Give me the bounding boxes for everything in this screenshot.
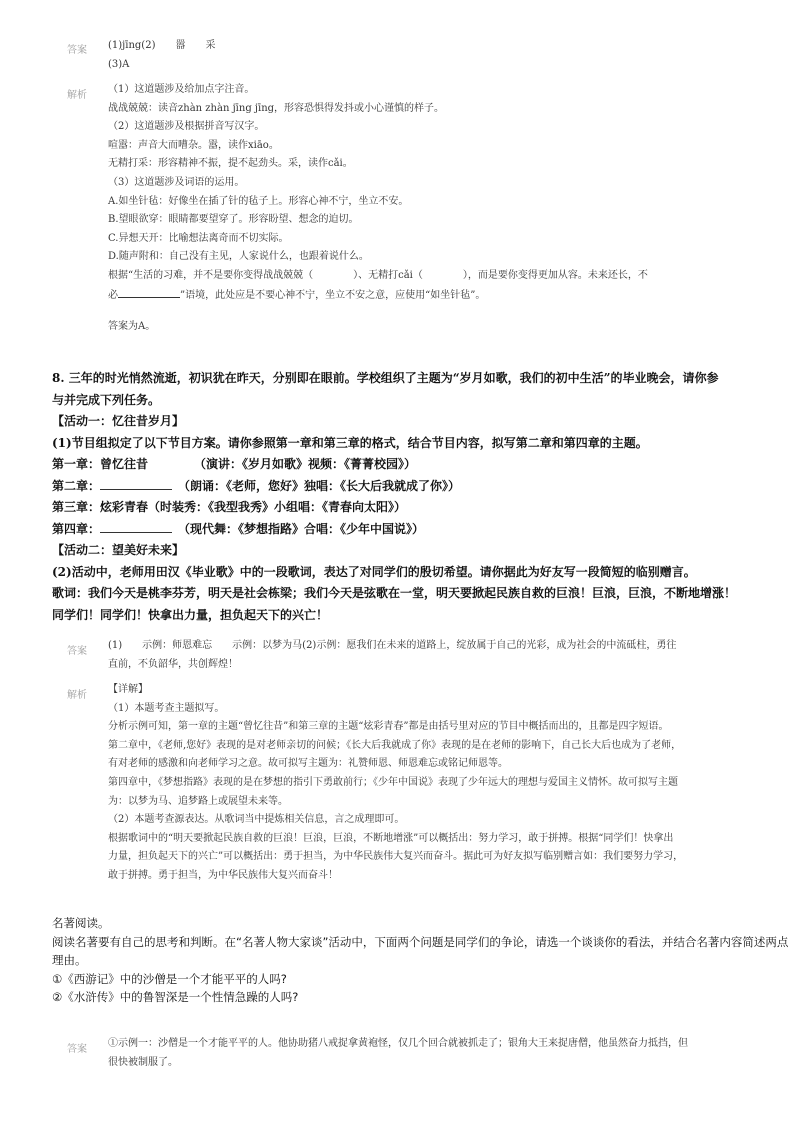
chapter-title: 第二章： — [52, 478, 101, 493]
question-item: ①《西游记》中的沙僧是一个才能平平的人吗? — [52, 971, 287, 986]
lyric-text: 歌词：我们今天是桃李芬芳，明天是社会栋梁；我们今天是弦歌在一堂，明天要掀起民族自救的巨浪！巨浪，巨浪，不断地增涨！ — [52, 586, 737, 600]
question-text: 理由。 — [52, 953, 87, 967]
analysis-line — [108, 286, 718, 306]
answer-line: (3)A — [108, 58, 130, 70]
analysis-text: ”语境，此处应是不要心神不宁，坐立不安之意，应使用“如坐针毡”。 — [180, 289, 486, 301]
analysis-line: 无精打采：形容精神不振，提不起劲头。采，读作cǎi。 — [108, 158, 353, 170]
analysis-line: （3）这道题涉及词语的运用。 — [108, 176, 245, 188]
analysis-label: 解析 — [67, 690, 87, 701]
blank-line — [100, 521, 172, 533]
analysis-line: D.随声附和：自己没有主见，人家说什么，也跟着说什么。 — [108, 251, 369, 263]
blank-line — [118, 286, 180, 298]
answer-line: (1)jīng(2) 嚣 采 — [108, 40, 216, 51]
analysis-line: 为：以梦为马、追梦路上或展望未来等。 — [108, 795, 288, 807]
q9-stem — [52, 914, 789, 1007]
question-text: 8. 三年的时光悄然流逝，初识犹在昨天，分别即在眼前。学校组织了主题为“岁月如歌，我们的初中生活”的毕业晚会，请你参 — [52, 371, 719, 385]
analysis-line: 根据歌词中的“明天要掀起民族自救的巨浪！巨浪，巨浪，不断地增涨”可以概括出：努力学习，敢于拼搏。根据“同学们！快拿出 — [108, 832, 674, 844]
analysis-line: B.望眼欲穿：眼睛都要望穿了。形容盼望、想念的迫切。 — [108, 214, 359, 226]
blank-line — [100, 478, 172, 490]
chapter-title: 第一章：曾忆往昔 — [52, 457, 149, 471]
answer-line: 直前，不负韶华，共创辉煌！ — [108, 658, 238, 670]
analysis-line: 战战兢兢：读音zhàn zhàn jīng jīng，形容恐惧得发抖或小心谨慎的样子。 — [108, 102, 445, 114]
analysis-line: （2）这道题涉及根据拼音写汉字。 — [108, 121, 265, 133]
q8-stem — [52, 368, 752, 626]
q9-answer — [108, 1035, 718, 1072]
task-text: (2)活动中，老师用田汉《毕业歌》中的一段歌词，表达了对同学们的殷切希望。请你据此为好友写一段简短的临别赠言。 — [52, 564, 696, 579]
answer-label: 答案 — [67, 646, 87, 657]
analysis-line: （2）本题考查源表达。从歌词当中提炼相关信息，言之成理即可。 — [108, 814, 405, 826]
answer-label: 答案 — [67, 1044, 87, 1055]
answer-line: ①示例一：沙僧是一个才能平平的人。他协助猪八戒捉拿黄袍怪，仅几个回合就被抓走了；银角大王来捉唐僧，他虽然奋力抵挡，但 — [108, 1038, 688, 1049]
q7-analysis — [108, 81, 718, 305]
analysis-line: 敢于拼搏。勇于担当，为中华民族伟大复兴而奋斗！ — [108, 869, 338, 881]
q8-answer — [108, 637, 718, 674]
question-text: 阅读名著要有自己的思考和判断。在“名著人物大家谈”活动中，下面两个问题是同学们的争论，请选一个谈谈你的看法，并结合名著内容简述两点 — [52, 934, 789, 949]
activity-heading: 【活动一：忆往昔岁月】 — [52, 414, 185, 428]
chapter-4 — [52, 519, 752, 541]
analysis-text: 必 — [108, 289, 118, 301]
chapter-program: （现代舞：《梦想指路》合唱：《少年中国说》） — [178, 521, 425, 536]
analysis-line: 第四章中，《梦想指路》表现的是在梦想的指引下勇敢前行；《少年中国说》表现了少年远大的理想与爱国主义情怀。故可拟写主题 — [108, 776, 678, 788]
chapter-2 — [52, 476, 752, 498]
analysis-line: 分析示例可知，第一章的主题“曾忆往昔”和第三章的主题“炫彩青春”都是由括号里对应的节目中概括而出的，且都是四字短语。 — [108, 721, 669, 733]
section-title: 名著阅读。 — [52, 916, 110, 930]
analysis-line: 喧嚣：声音大而嘈杂。嚣，读作xiāo。 — [108, 139, 279, 151]
analysis-line: 根据“生活的习难，并不是要你变得战战兢兢（ ）、无精打cǎi（ ），而是要你变得更加从容。未来还长，不 — [108, 269, 648, 281]
analysis-line: C.异想天开：比喻想法离奇而不切实际。 — [108, 232, 289, 244]
task-text: (1)节目组拟定了以下节目方案。请你参照第一章和第三章的格式，结合节目内容，拟写第二章和第四章的主题。 — [52, 435, 648, 450]
answer-label: 答案 — [67, 45, 87, 56]
analysis-line: 有对老师的感激和向老师学习之意。故可拟写主题为：礼赞师恩、师恩难忘或铭记师恩等。 — [108, 758, 508, 770]
question-item: ②《水浒传》中的鲁智深是一个性情急躁的人吗? — [52, 990, 299, 1004]
final-answer: 答案为A。 — [108, 321, 156, 332]
analysis-line: （1）本题考查主题拟写。 — [108, 702, 225, 714]
chapter-1 — [52, 454, 752, 476]
analysis-line: A.如坐针毡：好像坐在插了针的毡子上。形容心神不宁，坐立不安。 — [108, 195, 409, 207]
answer-line: (1) 示例：师恩难忘 示例：以梦为马(2)示例：愿我们在未来的道路上，绽放属于自己的光彩，成为社会的中流砥柱，勇往 — [108, 640, 677, 651]
lyric-text: 同学们！同学们！快拿出力量，担负起天下的兴亡！ — [52, 607, 329, 622]
q8-analysis — [108, 681, 718, 886]
analysis-line: （1）这道题涉及给加点字注音。 — [108, 84, 255, 95]
chapter-program: （朗诵：《老师，您好》独唱：《长大后我就成了你》） — [178, 478, 461, 493]
chapter-program: （演讲：《岁月如歌》视频：《菁菁校园》） — [194, 457, 417, 471]
activity-heading: 【活动二：望美好未来】 — [52, 543, 185, 557]
question-text: 与并完成下列任务。 — [52, 392, 161, 407]
chapter-title: 第四章： — [52, 521, 101, 536]
analysis-line: 第二章中，《老师,您好》表现的是对老师亲切的问候；《长大后我就成了你》表现的是在老师的影响下，自己长大后也成为了老师， — [108, 739, 682, 751]
analysis-label: 解析 — [67, 90, 87, 101]
analysis-line: 【详解】 — [108, 684, 148, 695]
chapter-3: 第三章：炫彩青春（时装秀：《我型我秀》小组唱：《青春向太阳》） — [52, 500, 407, 514]
q7-final-answer — [108, 318, 718, 337]
q7-answer — [108, 37, 718, 74]
analysis-line: 力量，担负起天下的兴亡”可以概括出：勇于担当，为中华民族伟大复兴而奋斗。据此可为好友拟写临别赠言如：我们要努力学习， — [108, 851, 684, 863]
answer-line: 很快被制服了。 — [108, 1056, 178, 1068]
